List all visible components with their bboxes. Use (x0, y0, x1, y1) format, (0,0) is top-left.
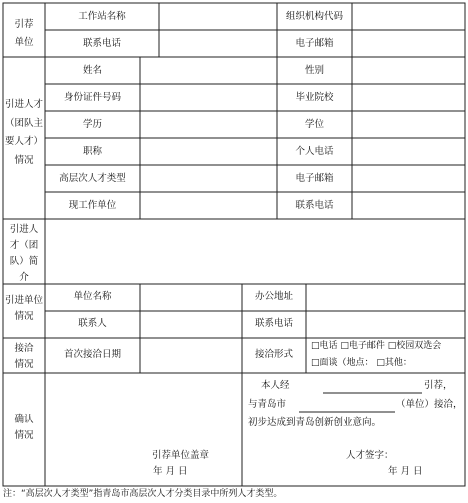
statement-line3: 初步达成到青岛创新创业意向。 (248, 417, 382, 428)
recommending-unit-label: 引荐单位 (14, 19, 34, 49)
current-unit-field[interactable] (141, 193, 276, 218)
personal-phone-label: 个人电话 (295, 146, 334, 157)
seal-area[interactable] (46, 374, 241, 449)
office-address-field[interactable] (307, 285, 464, 310)
title-label: 职称 (82, 146, 102, 157)
org-code-field[interactable] (353, 4, 464, 29)
org-code-label: 组织机构代码 (285, 11, 343, 22)
seal-label: 引荐单位盖章 (152, 450, 210, 461)
rec-email-field[interactable] (353, 31, 464, 56)
signature-date: 年 月 日 (388, 466, 423, 477)
team-intro-field[interactable] (46, 220, 464, 283)
name-field[interactable] (141, 58, 276, 83)
negotiation-options-line1[interactable]: □电话 □电子邮件 □校园双选会 (311, 341, 442, 351)
unit-name-label: 单位名称 (73, 291, 112, 302)
statement-line2-start: 与青岛市 (248, 399, 287, 410)
signature-field[interactable] (396, 447, 462, 463)
gender-label: 性别 (304, 65, 324, 76)
seal-date: 年 月 日 (153, 466, 188, 477)
id-number-label: 身份证件号码 (63, 92, 121, 103)
statement-line2-end: （单位）接洽， (396, 399, 463, 410)
talent-type-label: 高层次人才类型 (59, 173, 126, 184)
talent-contact-phone-field[interactable] (353, 193, 464, 218)
team-intro-label: 引进人才（团队）简介 (9, 224, 39, 284)
degree-field[interactable] (353, 112, 464, 137)
signature-label: 人才签字： (346, 450, 394, 461)
negotiation-options-line2[interactable]: □面谈（地点： □其他： (311, 358, 412, 368)
work-station-name-field[interactable] (160, 4, 276, 29)
contact-person-field[interactable] (141, 312, 241, 337)
office-address-label: 办公地址 (254, 291, 293, 302)
intro-unit-label: 引进单位情况 (5, 295, 44, 323)
unit-name-field[interactable] (141, 285, 241, 310)
talent-email-field[interactable] (353, 166, 464, 191)
talent-type-field[interactable] (141, 166, 276, 191)
personal-phone-field[interactable] (353, 139, 464, 164)
rec-contact-phone-label: 联系电话 (82, 38, 121, 49)
unit-contact-phone-label: 联系电话 (254, 318, 293, 329)
rec-contact-phone-field[interactable] (160, 31, 276, 56)
talent-contact-phone-label: 联系电话 (295, 200, 334, 211)
statement-line1-end: 引荐， (424, 380, 453, 391)
rec-email-label: 电子邮箱 (295, 38, 334, 49)
current-unit-label: 现工作单位 (68, 200, 117, 211)
unit-contact-phone-field[interactable] (307, 312, 464, 337)
name-label: 姓名 (82, 65, 102, 76)
education-field[interactable] (141, 112, 276, 137)
school-label: 毕业院校 (295, 92, 334, 103)
first-contact-date-field[interactable] (141, 339, 241, 372)
education-label: 学历 (82, 119, 102, 130)
talent-info-label: 引进人才（团队主要人才）情况 (4, 99, 43, 166)
talent-email-label: 电子邮箱 (295, 173, 334, 184)
degree-label: 学位 (304, 119, 324, 130)
gender-field[interactable] (353, 58, 464, 83)
confirmation-label: 确认情况 (14, 414, 34, 442)
negotiation-label: 接洽情况 (14, 343, 34, 371)
statement-line1-start: 本人经 (261, 380, 290, 391)
contact-person-label: 联系人 (78, 318, 107, 329)
id-number-field[interactable] (141, 85, 276, 110)
school-field[interactable] (353, 85, 464, 110)
work-station-name-label: 工作站名称 (78, 11, 126, 22)
title-field[interactable] (141, 139, 276, 164)
first-contact-date-label: 首次接洽日期 (63, 349, 121, 360)
negotiation-form-label: 接洽形式 (254, 349, 293, 360)
footnote: 注：“高层次人才类型”指青岛市高层次人才分类目录中所列人才类型。 (3, 489, 283, 499)
